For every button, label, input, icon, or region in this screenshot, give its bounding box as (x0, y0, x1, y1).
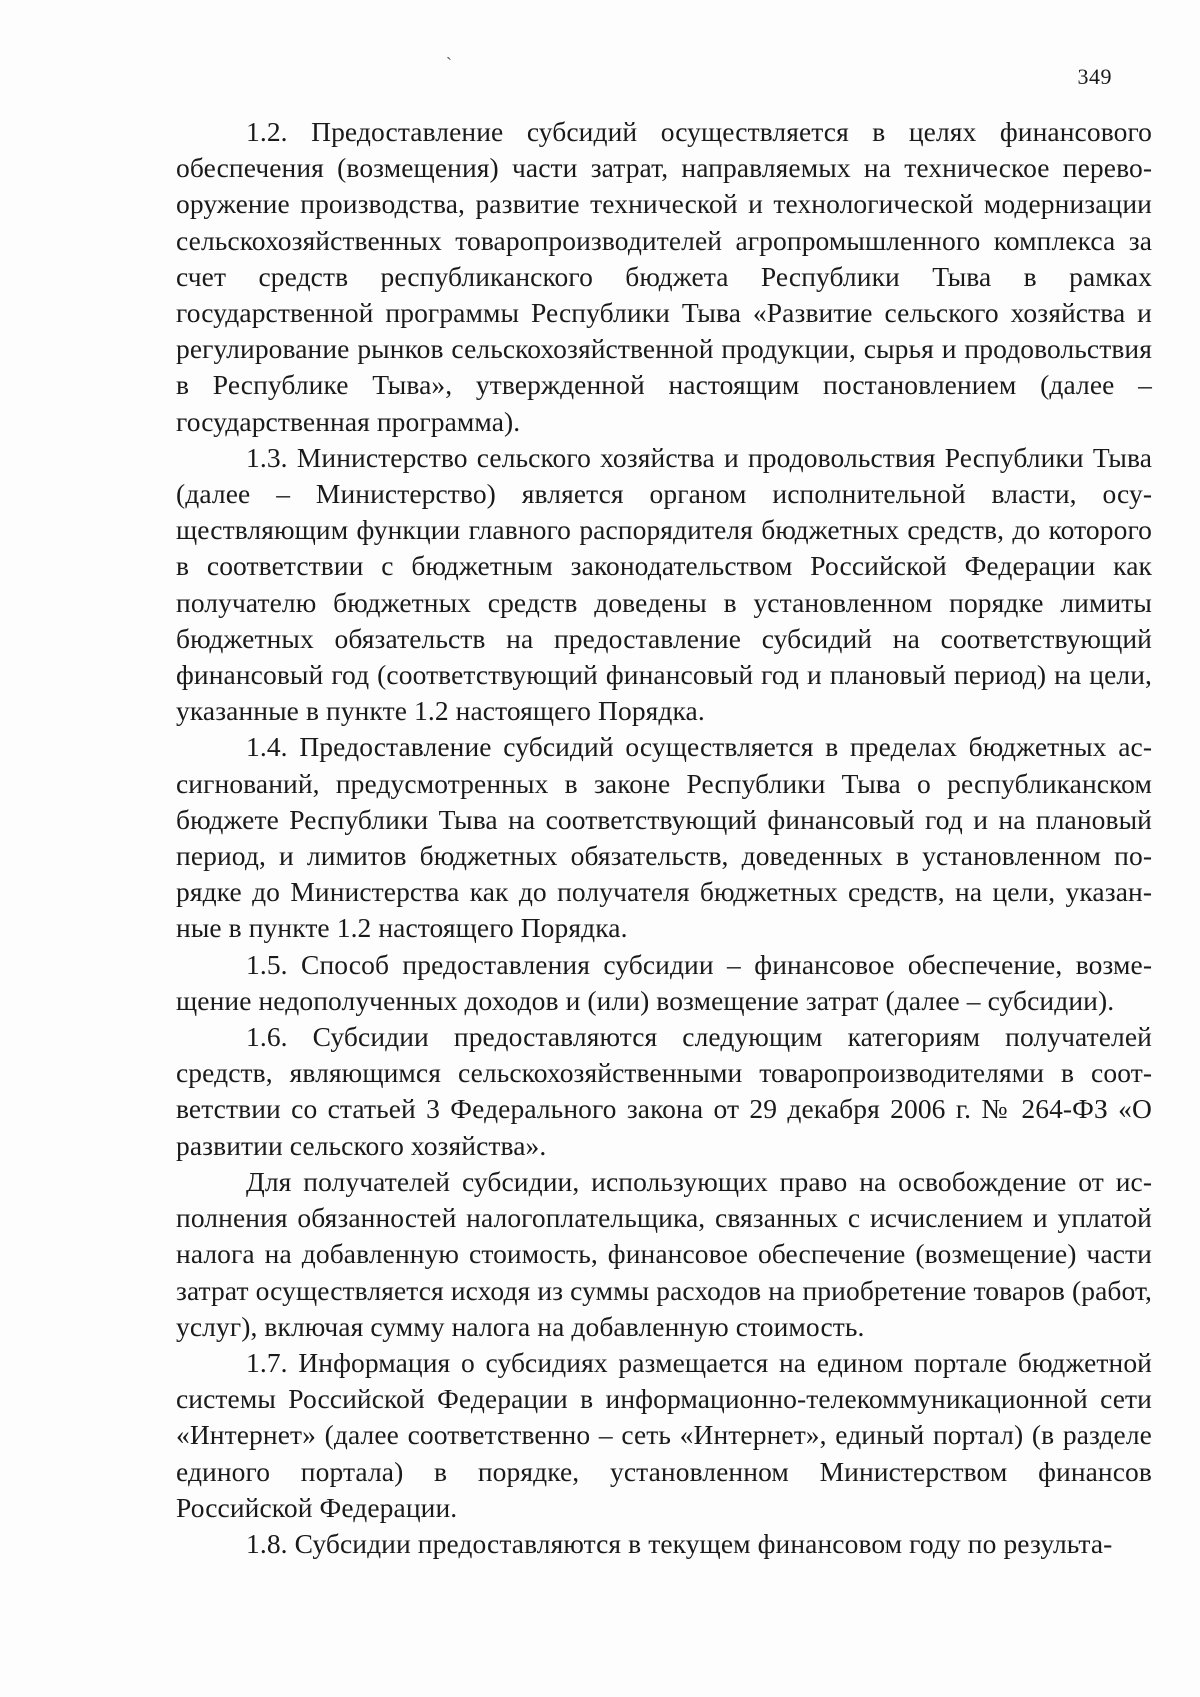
paragraph-1-5: 1.5. Способ предоставления субсидии – финансовое обеспечение, возмещение недополученных доходов и (или) возмещение затрат (далее – субсидии). (176, 948, 1152, 1016)
document-body (176, 114, 1152, 1562)
paragraph-1-4: 1.4. Предоставление субсидий осуществляется в пределах бюджетных ассигнований, предусмотренных в законе Республики Тыва о республиканском бюджете Республики Тыва на соответствующий финансовый год и на плановый период, и лимитов бюджетных обязательств, доведенных в установленном порядке до Министерства как до получателя бюджетных средств, на цели, указанные в пункте 1.2 настоящего Порядка. (176, 731, 1152, 944)
page-number: 349 (1077, 64, 1112, 89)
paragraph-1-6: 1.6. Субсидии предоставляются следующим категориям получателей средств, являющимся сельскохозяйственными товаропроизводителями в соответствии со статьей 3 Федерального закона от 29 декабря 2006 г. № 264-ФЗ «О развитии сельского хозяйства». (176, 1021, 1152, 1161)
paragraph-1-7: 1.7. Информация о субсидиях размещается на едином портале бюджетной системы Российской Федерации в информационно-телекоммуникационной сети «Интернет» (далее соответственно – сеть «Интернет», единый портал) (в разделе единого портала) в порядке, установленном Министерством финансов Российской Федерации. (176, 1346, 1152, 1523)
paragraph-1-3: 1.3. Министерство сельского хозяйства и продовольствия Республики Тыва (далее – Министерство) является органом исполнительной власти, осуществляющим функции главного распорядителя бюджетных средств, до которого в соответствии с бюджетным законодательством Российской Федерации как получателю бюджетных средств доведены в установленном порядке лимиты бюджетных обязательств на предоставление субсидий на соответствующий финансовый год (соответствующий финансовый год и плановый период) на цели, указанные в пункте 1.2 настоящего Порядка. (176, 441, 1152, 727)
scan-mark: ` (446, 54, 452, 74)
paragraph-vat-note: Для получателей субсидии, использующих право на освобождение от исполнения обязанностей налогоплательщика, связанных с исчислением и уплатой налога на добавленную стоимость, финансовое обеспечение (возмещение) части затрат осуществляется исходя из суммы расходов на приобретение товаров (работ, услуг), включая сумму налога на добавленную стоимость. (176, 1165, 1152, 1342)
paragraph-1-8: 1.8. Субсидии предоставляются в текущем финансовом году по результа- (246, 1527, 1113, 1559)
paragraph-1-2: 1.2. Предоставление субсидий осуществляется в целях финансового обеспечения (возмещения) части затрат, направляемых на техническое перевооружение производства, развитие технической и технологической модернизации сельскохозяйственных товаропроизводителей агропромышленного комплекса за счет средств республиканского бюджета Республики Тыва в рамках государственной программы Республики Тыва «Развитие сельского хозяйства и регулирование рынков сельскохозяйственной продукции, сырья и продовольствия в Республике Тыва», утвержденной настоящим постановлением (далее – государственная программа). (176, 116, 1152, 437)
